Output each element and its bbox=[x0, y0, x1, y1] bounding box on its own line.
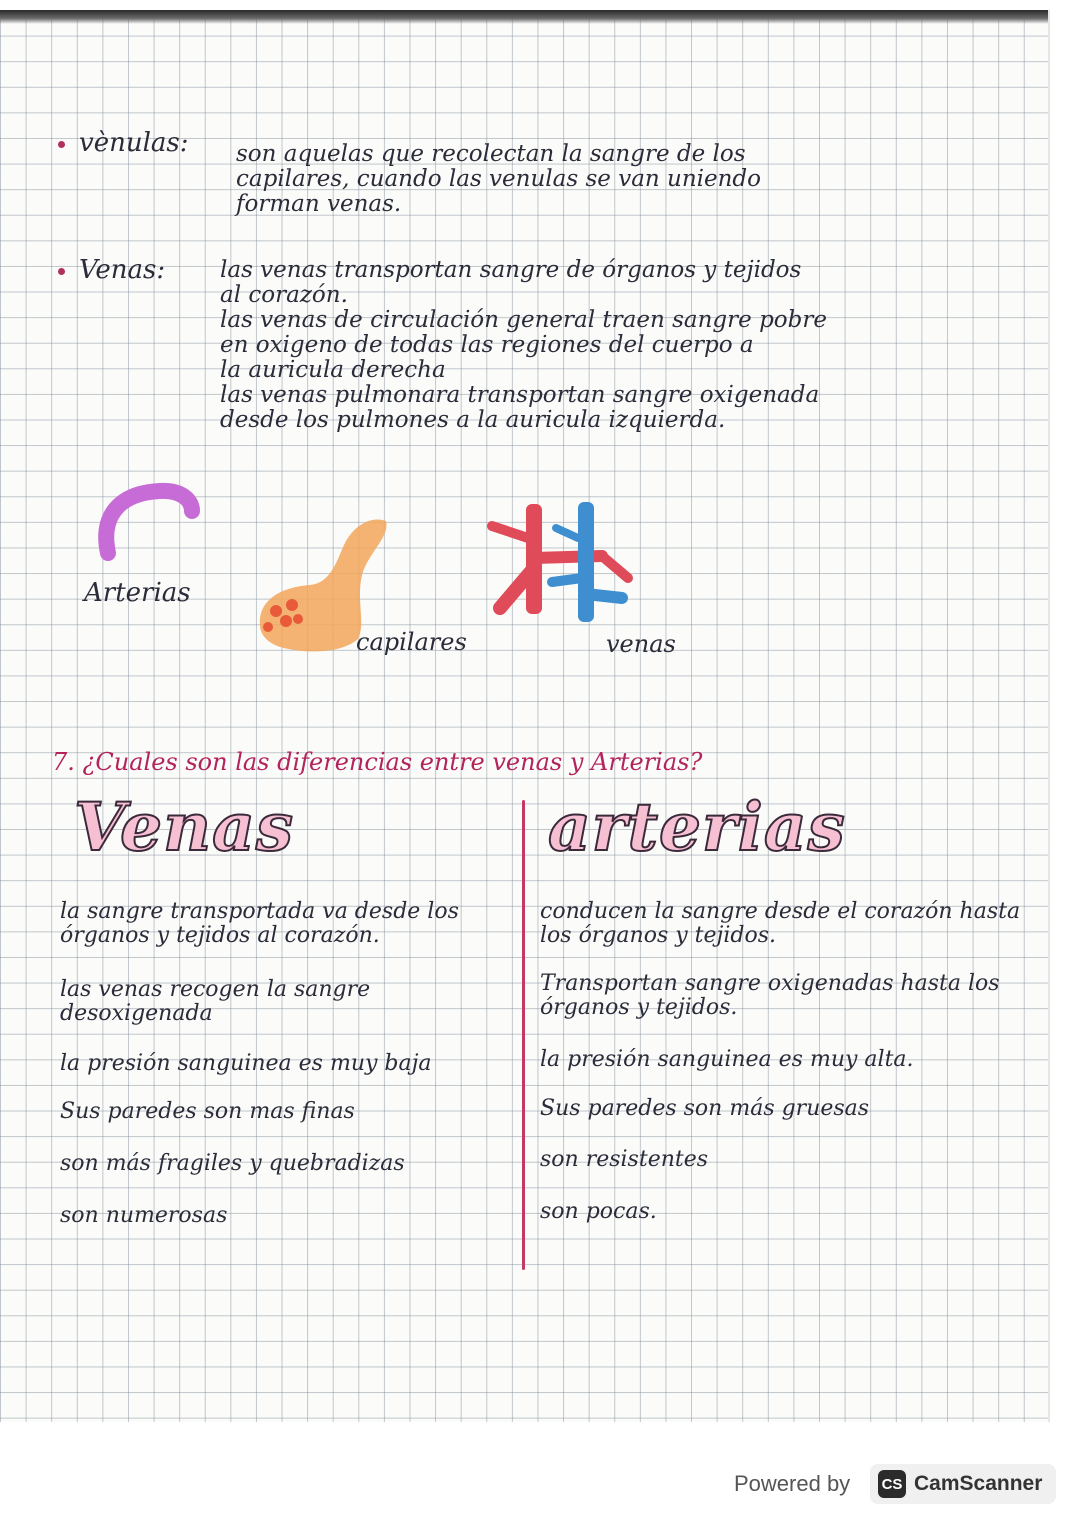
comparison-row-arterias: Transportan sangre oxigenadas hasta los órganos y tejidos. bbox=[540, 971, 1000, 1020]
comparison-row-arterias: Sus paredes son más gruesas bbox=[540, 1096, 870, 1121]
camscanner-brand-name: CamScanner bbox=[914, 1472, 1043, 1495]
venulas-definition: son aquelas que recolectan la sangre de los capilares, cuando las venulas se van uniendo forman venas. bbox=[236, 141, 762, 217]
capillary-dot bbox=[263, 622, 273, 632]
question-7: 7. ¿Cuales son las diferencias entre venas y Arterias? bbox=[52, 748, 703, 776]
artery-shape bbox=[106, 491, 192, 553]
comparison-row-arterias: son resistentes bbox=[540, 1147, 709, 1172]
venas-definition: las venas transportan sangre de órganos y tejidos al corazón. las venas de circulación general traen sangre pobre en oxigeno de todas las regiones del cuerpo a la auricula derecha las venas pulmonara transportan sangre oxigenada desde los pulmones a la auricula izquierda. bbox=[220, 257, 827, 433]
camscanner-logo-icon: CS bbox=[878, 1470, 906, 1498]
bullet-icon bbox=[58, 141, 65, 148]
camscanner-badge bbox=[870, 1464, 1056, 1504]
capillary-dot bbox=[280, 615, 292, 627]
comparison-row-arterias: conducen la sangre desde el corazón hasta los órganos y tejidos. bbox=[540, 899, 1021, 948]
arterias-label: Arterias bbox=[84, 578, 191, 608]
comparison-row-venas: la presión sanguinea es muy baja bbox=[60, 1051, 432, 1076]
capillary-dot bbox=[286, 599, 298, 611]
comparison-row-venas: la sangre transportada va desde los órganos y tejidos al corazón. bbox=[60, 899, 459, 948]
column-divider bbox=[522, 800, 525, 1270]
comparison-row-arterias: la presión sanguinea es muy alta. bbox=[540, 1047, 914, 1072]
arterias-heading: arterias bbox=[548, 788, 846, 866]
comparison-row-venas: son numerosas bbox=[60, 1203, 228, 1228]
artery-drawing bbox=[80, 475, 220, 565]
comparison-row-venas: son más fragiles y quebradizas bbox=[60, 1151, 405, 1176]
venas-heading: Venas bbox=[74, 788, 295, 866]
comparison-row-arterias: son pocas. bbox=[540, 1199, 657, 1224]
veins-drawing bbox=[482, 498, 642, 638]
venas-term: Venas: bbox=[58, 255, 165, 285]
powered-by-text: Powered by bbox=[734, 1471, 851, 1496]
page-top-shadow bbox=[0, 10, 1048, 24]
venulas-term: vènulas: bbox=[58, 128, 188, 158]
venas-label: venas bbox=[606, 630, 676, 658]
capillary-dot bbox=[270, 605, 282, 617]
comparison-row-venas: Sus paredes son mas finas bbox=[60, 1099, 355, 1124]
capilares-label: capilares bbox=[356, 628, 467, 656]
bullet-icon bbox=[58, 268, 65, 275]
capillary-dot bbox=[293, 614, 303, 624]
comparison-row-venas: las venas recogen la sangre desoxigenada bbox=[60, 977, 371, 1026]
